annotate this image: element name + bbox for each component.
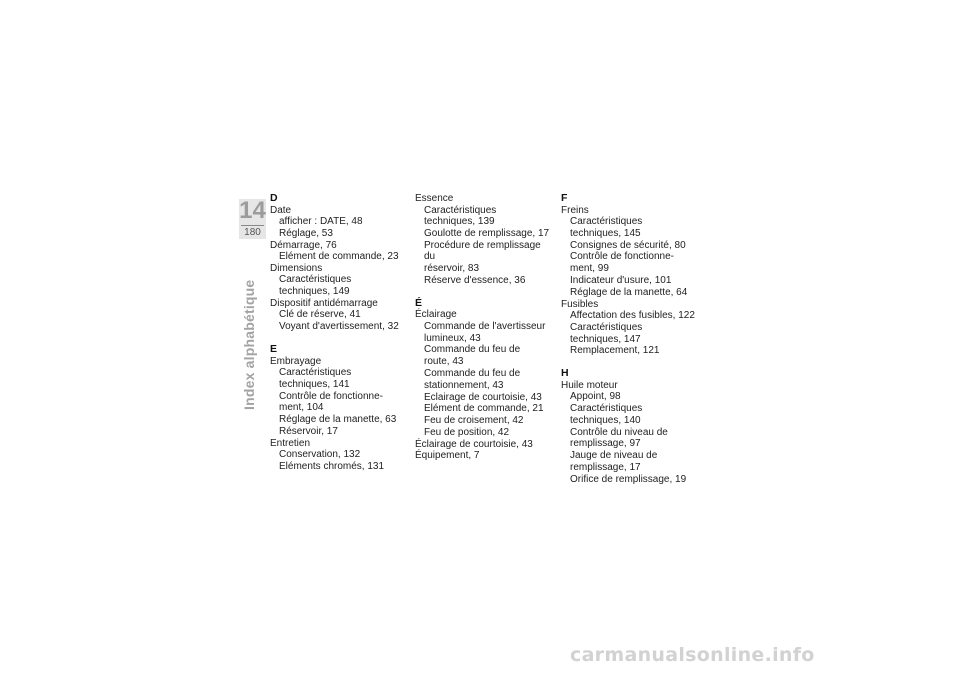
index-entry: Freins <box>561 204 589 216</box>
index-subentry: Réservoir, 17 <box>279 426 338 438</box>
index-subentry: Voyant d'avertissement, 32 <box>279 321 399 333</box>
index-subentry: Eléments chromés, 131 <box>279 461 385 473</box>
index-subentry: Commande de l'avertisseur <box>424 320 546 332</box>
chapter-number: 14 <box>239 197 266 224</box>
index-column-3 <box>561 193 701 486</box>
index-letter-heading: É <box>415 296 423 309</box>
index-subentry: Commande du feu de <box>424 344 521 356</box>
index-subentry: Caractéristiques <box>570 321 643 333</box>
page-number: 180 <box>244 227 261 238</box>
index-spacer <box>561 357 701 368</box>
index-entry: Éclairage de courtoisie, 43 <box>415 438 533 450</box>
index-subentry: Indicateur d'usure, 101 <box>570 274 672 286</box>
index-subentry: Goulotte de remplissage, 17 <box>424 228 550 240</box>
chapter-divider <box>241 225 264 226</box>
index-subentry: Affectation des fusibles, 122 <box>570 310 695 322</box>
index-subentry: Réglage de la manette, 64 <box>570 286 688 298</box>
index-entry: Fusibles <box>561 298 599 310</box>
index-subentry: Procédure de remplissage du <box>424 239 541 263</box>
index-entry: Dispositif antidémarrage <box>270 297 378 309</box>
index-subentry: Appoint, 98 <box>570 391 621 403</box>
index-subentry: techniques, 140 <box>570 414 641 426</box>
index-entry: Essence <box>415 193 454 204</box>
index-subentry: Contrôle du niveau de <box>570 426 668 438</box>
index-subentry: stationnement, 43 <box>424 379 504 391</box>
index-entry: Entretien <box>270 437 311 449</box>
index-subentry: Réglage, 53 <box>279 227 333 239</box>
index-subentry: techniques, 139 <box>424 216 495 228</box>
index-subentry: Réglage de la manette, 63 <box>279 414 397 426</box>
index-subentry: Réserve d'essence, 36 <box>424 274 526 286</box>
section-title: Index alphabétique <box>241 279 257 410</box>
index-subentry: ment, 99 <box>570 263 609 275</box>
index-letter-heading: F <box>561 192 568 204</box>
index-subentry: techniques, 145 <box>570 227 641 239</box>
index-column-2 <box>415 193 550 462</box>
index-subentry: ment, 104 <box>279 402 324 414</box>
index-subentry: Commande du feu de <box>424 367 521 379</box>
index-subentry: lumineux, 43 <box>424 332 481 344</box>
index-entry: Date <box>270 204 292 216</box>
index-subentry: techniques, 141 <box>279 378 350 390</box>
index-subentry: Consignes de sécurité, 80 <box>570 239 686 251</box>
index-subentry: Remplacement, 121 <box>570 345 660 357</box>
index-subentry: Contrôle de fonctionne- <box>279 390 383 402</box>
index-entry: Embrayage <box>270 355 322 367</box>
index-subentry: remplissage, 17 <box>570 462 641 474</box>
index-letter-heading: H <box>561 367 569 380</box>
index-subentry: Caractéristiques <box>279 274 352 286</box>
index-subentry: Elément de commande, 23 <box>279 251 399 263</box>
index-column-1 <box>270 193 410 473</box>
index-subentry: techniques, 149 <box>279 286 350 298</box>
index-entry: Huile moteur <box>561 379 618 391</box>
index-subentry: route, 43 <box>424 356 464 368</box>
index-subentry: Jauge de niveau de <box>570 450 658 462</box>
index-subentry: Feu de position, 42 <box>424 426 510 438</box>
index-letter-heading: D <box>270 192 278 204</box>
index-subentry: Feu de croisement, 42 <box>424 415 524 427</box>
index-spacer <box>270 333 410 344</box>
index-subentry: Clé de réserve, 41 <box>279 309 361 321</box>
index-subentry: Eclairage de courtoisie, 43 <box>424 391 542 403</box>
watermark: carmanualsonline.info <box>570 644 815 666</box>
index-subentry: Orifice de remplissage, 19 <box>570 473 687 485</box>
index-subentry: Elément de commande, 21 <box>424 403 544 415</box>
index-subentry: Caractéristiques <box>424 204 497 216</box>
index-letter-heading: E <box>270 343 278 356</box>
index-entry: Démarrage, 76 <box>270 239 337 251</box>
index-entry: Éclairage <box>415 309 457 321</box>
index-subentry: afficher : DATE, 48 <box>279 216 363 227</box>
index-subentry: remplissage, 97 <box>570 438 641 450</box>
index-subentry: Caractéristiques <box>570 403 643 415</box>
index-spacer <box>415 287 550 298</box>
index-subentry: Caractéristiques <box>279 367 352 379</box>
index-subentry: réservoir, 83 <box>424 263 480 275</box>
index-subentry: Conservation, 132 <box>279 449 361 461</box>
index-entry: Dimensions <box>270 262 323 274</box>
index-entry: Équipement, 7 <box>415 450 480 462</box>
index-subentry: Contrôle de fonctionne- <box>570 251 674 263</box>
index-subentry: techniques, 147 <box>570 333 641 345</box>
index-subentry: Caractéristiques <box>570 216 643 227</box>
